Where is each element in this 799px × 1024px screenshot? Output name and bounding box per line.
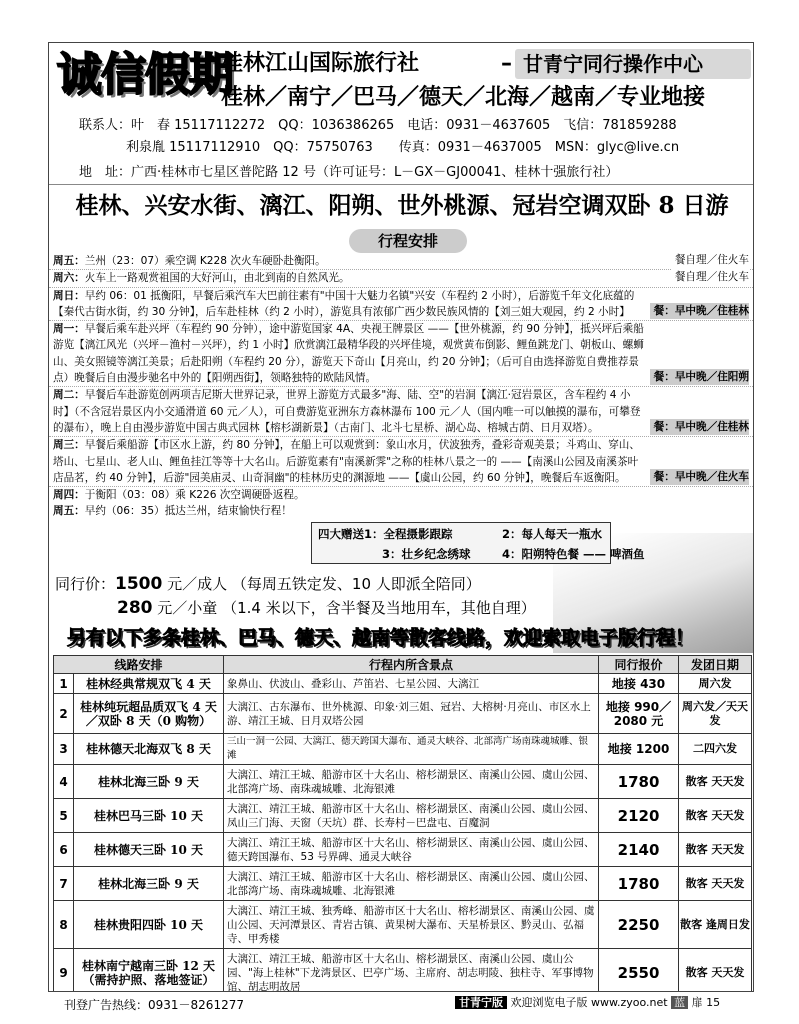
route-departure: 散客 天天发 xyxy=(679,765,752,799)
day-label: 周四： xyxy=(53,489,85,502)
child-price: 280 xyxy=(117,598,153,618)
itinerary xyxy=(49,253,754,520)
route-departure: 周六发 xyxy=(679,674,752,694)
route-price: 2140 xyxy=(599,833,679,867)
col-header-departure: 发团日期 xyxy=(679,656,752,674)
route-name: 桂林德天北海双飞 8 天 xyxy=(74,734,224,765)
gifts-box xyxy=(311,522,645,564)
footer-info xyxy=(455,994,720,1010)
row-number: 7 xyxy=(54,867,74,901)
gift-4: 4：阳朔特色餐 —— 啤酒鱼 xyxy=(502,547,645,561)
color-tag: 蓝 xyxy=(671,996,688,1009)
website-link[interactable]: www.zyoo.net xyxy=(591,996,668,1009)
meal-lodging: 餐自理／住火车 xyxy=(671,269,749,285)
brand-logo: 诚信假期 xyxy=(57,48,234,101)
col-header-route: 线路安排 xyxy=(54,656,224,674)
day-text: 早约 06：01 抵衡阳，早餐后乘汽车大巴前往素有"中国十大魅力名镇"兴安（车程约 2 小时），后游览千年文化底蕴的【秦代古街水街，约 30 分钟】，后车赴桂林（约 2 小时），游览具有浓郁广西少数民族风情的【刘三姐大观园，约 2 小时】 xyxy=(53,289,635,318)
table-row xyxy=(54,694,752,734)
route-spots: 大漓江、靖江王城、船游市区十大名山、榕杉湖景区、南溪山公园、虞山公园、德天跨国瀑布、53 号界碑、通灵大峡谷 xyxy=(224,833,599,867)
route-price: 地接 990／2080 元 xyxy=(599,694,679,734)
route-departure: 周六发／天天发 xyxy=(679,694,752,734)
col-header-price: 同行报价 xyxy=(599,656,679,674)
row-number: 2 xyxy=(54,694,74,734)
route-price: 2120 xyxy=(599,799,679,833)
route-spots: 大漓江、靖江王城、船游市区十大名山、榕杉湖景区、南溪山公园、虞山公园、凤山三门海、天窗（天坑）群、长寿村－巴盘屯、百魔洞 xyxy=(224,799,599,833)
itinerary-day xyxy=(49,321,754,387)
contact-line-1: 联系人：叶 春 15117112272 QQ：1036386265 电话：0931－4637605 飞信：781859288 xyxy=(79,118,677,133)
route-name: 桂林南宁越南三卧 12 天（需持护照、落地签证） xyxy=(74,949,224,993)
child-price-line xyxy=(117,597,536,618)
meal-lodging: 餐：早中晚／住火车 xyxy=(650,469,749,485)
route-spots: 大漓江、靖江王城、独秀峰、船游市区十大名山、榕杉湖景区、南溪山公园、虞山公园、天河潭景区、青岩古镇、黄果树大瀑布、天星桥景区、黔灵山、弘福寺、甲秀楼 xyxy=(224,901,599,949)
header xyxy=(49,43,753,185)
day-text: 兰州（23：07）乘空调 K228 次火车硬卧赴衡阳。 xyxy=(84,255,326,267)
row-number: 8 xyxy=(54,901,74,949)
browse-text: 欢迎浏览电子版 xyxy=(510,996,588,1009)
day-text: 早餐后车赴游览创两项吉尼斯大世界记录，世界上游览方式最多"海、陆、空"的岩洞【漓江·冠岩景区，含车程约 4 小时】（不含冠岩景区内小交通滑道 60 元／人），可自费游览亚洲东方森林瀑布 100 元／人（国内唯一可以触摸的瀑布，可攀登的瀑布），晚上自由漫步游览中国古典式园林【榕杉湖新景】（古南门、北斗七星桥、湖心岛、榕城古荫、日月双塔）。 xyxy=(53,389,641,434)
route-price: 1780 xyxy=(599,765,679,799)
row-number: 1 xyxy=(54,674,74,694)
itinerary-day xyxy=(49,387,754,437)
address: 地 址：广西·桂林市七星区普陀路 12 号（许可证号：L－GX－GJ00041、桂林十强旅行社） xyxy=(79,165,619,180)
route-price: 1780 xyxy=(599,867,679,901)
day-text: 早餐后乘车赴兴坪（车程约 90 分钟），途中游览国家 4A、央视王牌景区 ——【世外桃源，约 90 分钟】，抵兴坪后乘船游览【漓江风光（兴坪－渔村－兴坪），约 1 小时】欣赏漓江最精华段的兴坪佳境，观赏黄布倒影、鲤鱼跳龙门、朝板山、螺蛳山、美女照镜等漓江美景；后赴阳朔（车程约 20 分），游览天下奇山【月亮山，约 20 分钟】；（后可自由选择游览自费推荐景点）晚餐后自由漫步驰名中外的【阳朔西街】，领略独特的欧陆风情。 xyxy=(53,323,644,385)
tour-title: 桂林、兴安水街、漓江、阳朔、世外桃源、冠岩空调双卧 8 日游 xyxy=(75,192,729,219)
day-text: 于衡阳（03：08）乘 K226 次空调硬卧返程。 xyxy=(84,489,305,502)
route-price: 地接 1200 xyxy=(599,734,679,765)
route-price: 2550 xyxy=(599,949,679,993)
meal-lodging: 餐：早中晚／住桂林 xyxy=(650,419,749,435)
route-departure: 散客 天天发 xyxy=(679,833,752,867)
route-departure: 散客 天天发 xyxy=(679,799,752,833)
gift-1 xyxy=(318,526,453,542)
page-frame xyxy=(48,42,754,992)
contact-line-2: 利泉胤 15117112910 QQ：75750763 传真：0931－4637005 MSN：glyc@live.cn xyxy=(126,140,680,155)
route-name: 桂林北海三卧 9 天 xyxy=(74,765,224,799)
table-row xyxy=(54,765,752,799)
route-spots: 大漓江、古东瀑布、世外桃源、印象·刘三姐、冠岩、大榕树·月亮山、市区水上游、靖江王城、日月双塔公园 xyxy=(224,694,599,734)
routes-table xyxy=(53,655,752,992)
meal-lodging: 餐：早中晚／住桂林 xyxy=(650,303,749,319)
route-name: 桂林纯玩超品质双飞 4 天／双卧 8 天（0 购物） xyxy=(74,694,224,734)
gifts-title: 四大赠送 xyxy=(318,527,364,541)
table-row xyxy=(54,674,752,694)
day-text: 早餐后乘船游【市区水上游，约 80 分钟】，在船上可以观赏到：象山水月，伏波独秀，叠彩奇观美景；斗鸡山、穿山、塔山、七星山、老人山、鲤鱼挂江等等十大名山。后游览素有"南溪新霁"之称的桂林八景之一的 ——【南溪山公园及南溪茶叶店品茗，约 40 分钟】，后游"园美庙灵、山奇洞幽"的桂林历史的渊源地 ——【虞山公园，约 60 分钟】，晚餐后车返衡阳。 xyxy=(53,439,640,484)
route-name: 桂林经典常规双飞 4 天 xyxy=(74,674,224,694)
route-spots: 三山一洞一公园、大漓江、德天跨国大瀑布、通灵大峡谷、北部湾广场南珠魂城雕、银滩 xyxy=(224,734,599,765)
row-number: 9 xyxy=(54,949,74,993)
destination-list: 桂林／南宁／巴马／德天／北海／越南／专业地接 xyxy=(221,84,706,110)
row-number: 6 xyxy=(54,833,74,867)
adult-price-line xyxy=(55,573,481,594)
adult-unit: 元／成人 xyxy=(167,575,228,593)
row-number: 5 xyxy=(54,799,74,833)
schedule-label: 行程安排 xyxy=(349,229,467,253)
table-row xyxy=(54,833,752,867)
day-label: 周一： xyxy=(53,323,85,336)
route-price: 2250 xyxy=(599,901,679,949)
adult-note: （每周五铁定发、10 人即派全陪同） xyxy=(231,575,481,593)
day-text: 火车上一路观赏祖国的大好河山，由北到南的自然风光。 xyxy=(84,272,350,285)
gift-2: 2：每人每天一瓶水 xyxy=(502,527,603,541)
route-departure: 二四六发 xyxy=(679,734,752,765)
edition-badge: 甘青宁版 xyxy=(455,996,507,1009)
day-label: 周五： xyxy=(53,505,85,518)
meal-lodging: 餐：早中晚／住阳朔 xyxy=(650,369,749,385)
itinerary-day xyxy=(49,288,754,322)
route-departure: 散客 逢周日发 xyxy=(679,901,752,949)
table-row xyxy=(54,799,752,833)
route-departure: 散客 天天发 xyxy=(679,949,752,993)
day-text: 早约（06：35）抵达兰州，结束愉快行程！ xyxy=(84,505,292,518)
route-spots: 大漓江、靖江王城、船游市区十大名山、榕杉湖景区、南溪山公园、虞山公园、"海上桂林"下龙湾景区、巴亭广场、主席府、胡志明陵、独柱寺、军事博物馆、胡志明故居 xyxy=(224,949,599,993)
more-routes-banner: 另有以下多条桂林、巴马、德天、越南等散客线路，欢迎索取电子版行程！ xyxy=(67,627,695,649)
child-note: （1.4 米以下，含半餐及当地用车，其他自理） xyxy=(222,599,536,617)
header-dash: – xyxy=(501,51,512,76)
meal-lodging: 餐自理／住火车 xyxy=(671,252,749,268)
gift-1-text: 1：全程摄影跟踪 xyxy=(364,527,453,541)
ad-hotline: 刊登广告热线：0931－8261277 xyxy=(64,998,244,1012)
itinerary-day xyxy=(49,270,754,287)
operation-center: 甘青宁同行操作中心 xyxy=(515,49,751,79)
day-label: 周三： xyxy=(53,439,85,452)
itinerary-day xyxy=(49,503,754,519)
col-header-spots: 行程内所含景点 xyxy=(224,656,599,674)
day-label: 周五： xyxy=(53,255,85,267)
row-number: 4 xyxy=(54,765,74,799)
route-spots: 大漓江、靖江王城、船游市区十大名山、榕杉湖景区、南溪山公园、虞山公园、北部湾广场、南珠魂城雕、北海银滩 xyxy=(224,867,599,901)
price-label: 同行价： xyxy=(55,575,116,593)
itinerary-day xyxy=(49,253,754,270)
route-name: 桂林巴马三卧 10 天 xyxy=(74,799,224,833)
adult-price: 1500 xyxy=(115,574,163,594)
table-row xyxy=(54,734,752,765)
table-row xyxy=(54,949,752,993)
route-departure: 散客 天天发 xyxy=(679,867,752,901)
day-label: 周二： xyxy=(53,389,85,402)
gift-3: 3：壮乡纪念绣球 xyxy=(382,547,471,561)
page-number: 扉 15 xyxy=(691,996,721,1009)
itinerary-day xyxy=(49,487,754,503)
row-number: 3 xyxy=(54,734,74,765)
table-header-row xyxy=(54,656,752,674)
table-row xyxy=(54,867,752,901)
child-unit: 元／小童 xyxy=(157,599,218,617)
route-name: 桂林德天三卧 10 天 xyxy=(74,833,224,867)
route-spots: 大漓江、靖江王城、船游市区十大名山、榕杉湖景区、南溪山公园、虞山公园、北部湾广场、南珠魂城雕、北海银滩 xyxy=(224,765,599,799)
route-name: 桂林北海三卧 9 天 xyxy=(74,867,224,901)
agency-name: 桂林江山国际旅行社 xyxy=(221,51,420,76)
day-label: 周六： xyxy=(53,272,85,285)
route-spots: 象鼻山、伏波山、叠彩山、芦笛岩、七星公园、大漓江 xyxy=(224,674,599,694)
day-label: 周日： xyxy=(53,289,85,302)
table-row xyxy=(54,901,752,949)
route-name: 桂林贵阳四卧 10 天 xyxy=(74,901,224,949)
route-price: 地接 430 xyxy=(599,674,679,694)
itinerary-day xyxy=(49,437,754,487)
